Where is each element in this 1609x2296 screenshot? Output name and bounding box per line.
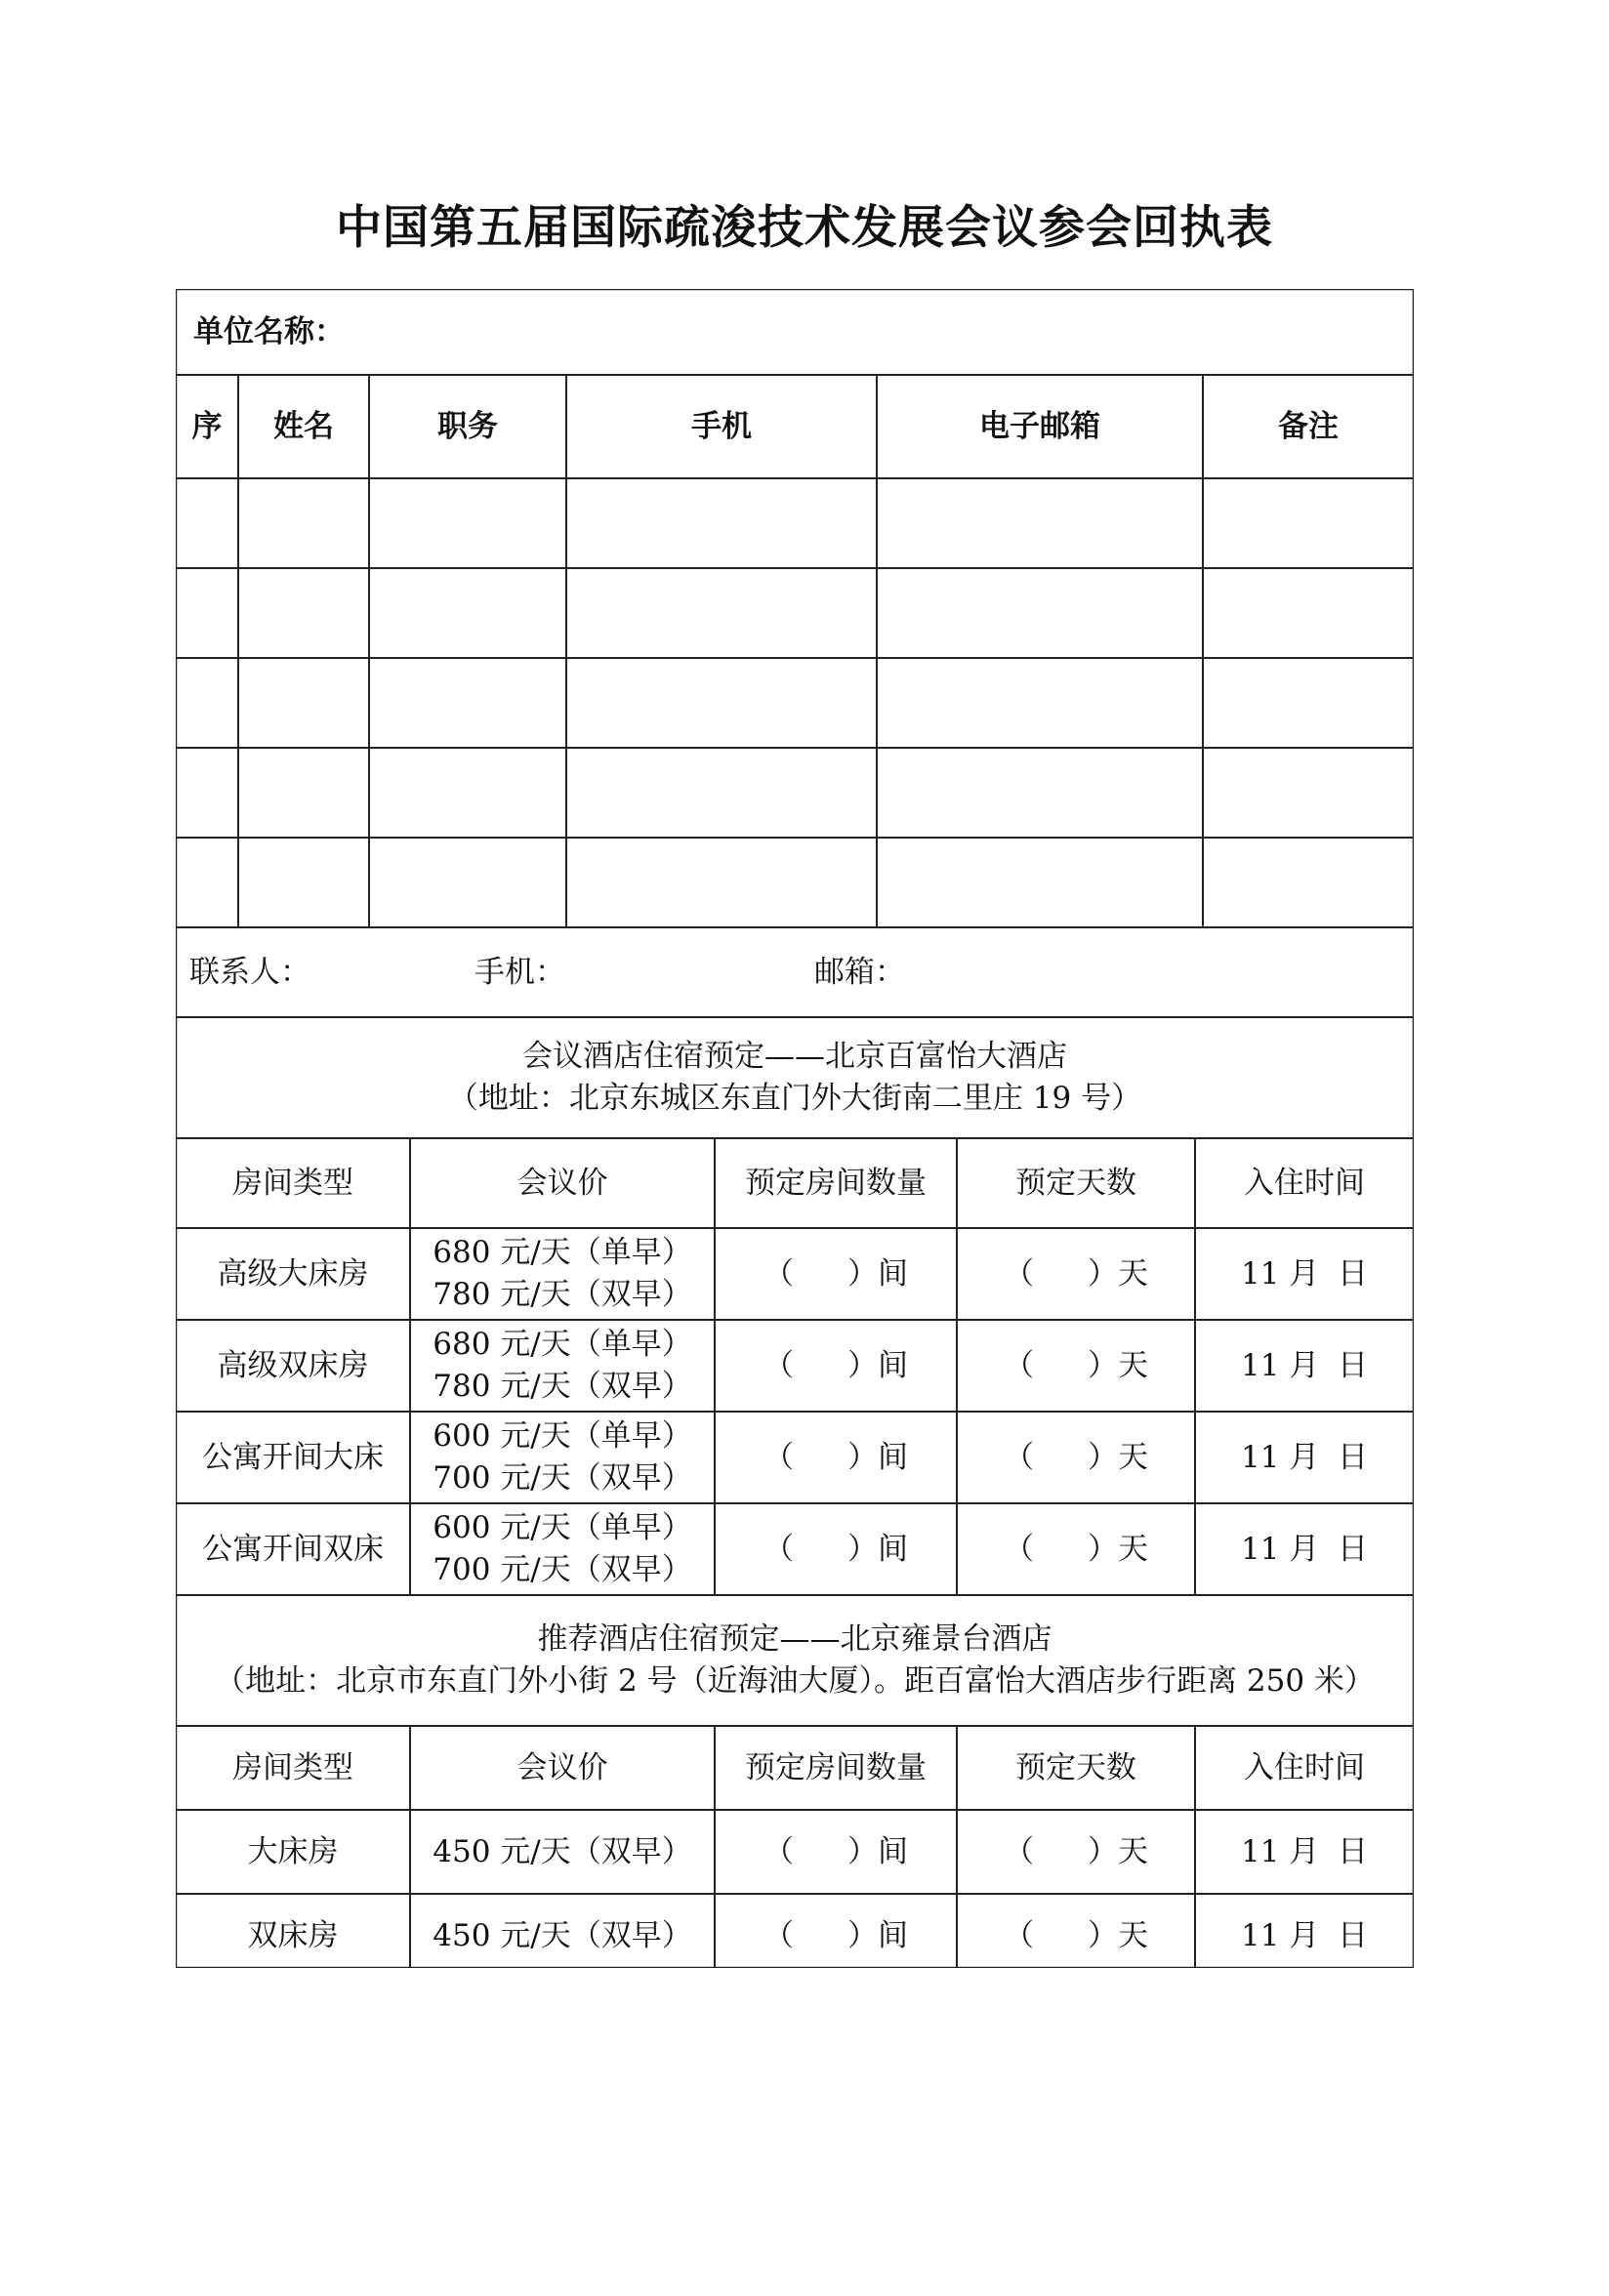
paren-open: （ (1004, 1347, 1034, 1383)
day-count-field[interactable] (1004, 1915, 1148, 1957)
checkin-date-field[interactable] (1241, 1437, 1368, 1479)
day-count-field[interactable] (1004, 1437, 1148, 1479)
day-count-field[interactable] (1004, 1529, 1148, 1571)
hotel2-header-2: 预定房间数量 (745, 1749, 927, 1785)
day-text: 日 (1338, 1255, 1368, 1292)
room-type: 高级双床房 (217, 1347, 369, 1383)
hotel1-header-1: 会议价 (516, 1165, 608, 1201)
month-text: 11 月 (1241, 1833, 1320, 1869)
price-stack (433, 1324, 691, 1408)
day-count-field[interactable] (1004, 1345, 1148, 1387)
paren-open: （ (763, 1917, 794, 1953)
day-count-field[interactable] (1004, 1831, 1148, 1873)
checkin-date-field[interactable] (1241, 1529, 1368, 1571)
hotel2-row-0-checkin (1195, 1810, 1414, 1894)
hotel2-header-1: 会议价 (516, 1749, 608, 1785)
price-stack (433, 1415, 691, 1499)
day-unit: ）天 (1088, 1833, 1148, 1869)
room-type: 双床房 (247, 1917, 339, 1953)
hotel1-header-3: 预定天数 (1015, 1165, 1136, 1201)
paren-open: （ (763, 1531, 794, 1567)
room-type: 大床房 (247, 1833, 339, 1869)
price-stack (433, 1507, 691, 1591)
room-price: 450 元/天（双早） (433, 1833, 692, 1869)
day-unit: ）天 (1088, 1917, 1148, 1953)
price-double-breakfast: 700 元/天（双早） (433, 1460, 692, 1496)
day-text: 日 (1338, 1917, 1368, 1953)
paren-open: （ (763, 1255, 794, 1292)
hotel2-title-block (176, 1595, 1414, 1726)
registration-form (176, 289, 1414, 1968)
price-stack (433, 1232, 691, 1316)
attendee-header-0: 序 (191, 408, 223, 444)
paren-open: （ (1004, 1833, 1034, 1869)
hotel1-header-4: 入住时间 (1244, 1165, 1365, 1201)
hotel1-row-2-day-count (957, 1412, 1195, 1503)
room-count-field[interactable] (763, 1915, 908, 1957)
month-text: 11 月 (1241, 1255, 1320, 1292)
hotel1-header-2: 预定房间数量 (745, 1165, 927, 1201)
hotel1-address: （地址：北京东城区东直门外大街南二里庄 19 号） (447, 1081, 1142, 1116)
day-unit: ）天 (1088, 1531, 1148, 1567)
month-text: 11 月 (1241, 1347, 1320, 1383)
hotel2-header-4: 入住时间 (1244, 1749, 1365, 1785)
attendee-header-2: 职务 (437, 408, 498, 444)
room-price (410, 1228, 715, 1320)
hotel1-row-0-day-count (957, 1228, 1195, 1320)
day-text: 日 (1338, 1833, 1368, 1869)
hotel2-row-0-day-count (957, 1810, 1195, 1894)
attendee-header-1: 姓名 (273, 408, 334, 444)
checkin-date-field[interactable] (1241, 1345, 1368, 1387)
attendee-row[interactable] (176, 568, 1414, 658)
room-count-field[interactable] (763, 1437, 908, 1479)
room-unit: ）间 (847, 1347, 908, 1383)
room-type: 公寓开间大床 (202, 1439, 384, 1475)
room-type: 公寓开间双床 (202, 1531, 384, 1567)
hotel1-row-0-room-count (715, 1228, 957, 1320)
contact-phone-label: 手机： (474, 954, 565, 990)
room-count-field[interactable] (763, 1345, 908, 1387)
hotel2-address: （地址：北京市东直门外小街 2 号（近海油大厦）。距百富怡大酒店步行距离 250 米） (215, 1663, 1375, 1699)
room-unit: ）间 (847, 1833, 908, 1869)
day-unit: ）天 (1088, 1255, 1148, 1292)
room-unit: ）间 (847, 1439, 908, 1475)
contact-person-label: 联系人： (189, 954, 310, 990)
price-single-breakfast: 680 元/天（单早） (433, 1327, 692, 1363)
room-price (410, 1503, 715, 1595)
month-text: 11 月 (1241, 1439, 1320, 1475)
hotel1-row-2-room-count (715, 1412, 957, 1503)
paren-open: （ (1004, 1917, 1034, 1953)
hotel1-row-3-day-count (957, 1503, 1195, 1595)
hotel2-header-0: 房间类型 (232, 1749, 353, 1785)
month-text: 11 月 (1241, 1917, 1320, 1953)
hotel2-row-1-day-count (957, 1894, 1195, 1978)
checkin-date-field[interactable] (1241, 1831, 1368, 1873)
paren-open: （ (763, 1439, 794, 1475)
paren-open: （ (1004, 1531, 1034, 1567)
day-text: 日 (1338, 1531, 1368, 1567)
hotel1-row-3-room-count (715, 1503, 957, 1595)
price-double-breakfast: 700 元/天（双早） (433, 1552, 692, 1587)
hotel2-row-0-room-count (715, 1810, 957, 1894)
room-count-field[interactable] (763, 1529, 908, 1571)
unit-name-row: 单位名称： (193, 313, 345, 349)
room-unit: ）间 (847, 1255, 908, 1292)
day-unit: ）天 (1088, 1347, 1148, 1383)
price-double-breakfast: 780 元/天（双早） (433, 1277, 692, 1312)
room-unit: ）间 (847, 1917, 908, 1953)
hotel2-row-1-room-count (715, 1894, 957, 1978)
paren-open: （ (763, 1833, 794, 1869)
attendee-header-5: 备注 (1278, 408, 1339, 444)
contact-email-label: 邮箱： (814, 954, 905, 990)
hotel1-row-0-checkin (1195, 1228, 1414, 1320)
attendee-row[interactable] (176, 478, 1414, 568)
checkin-date-field[interactable] (1241, 1915, 1368, 1957)
day-text: 日 (1338, 1347, 1368, 1383)
contact-row (176, 927, 1414, 1017)
day-count-field[interactable] (1004, 1253, 1148, 1295)
hotel2-title-stack (215, 1619, 1375, 1702)
room-type: 高级大床房 (217, 1255, 369, 1292)
room-count-field[interactable] (763, 1253, 908, 1295)
page-title: 中国第五届国际疏浚技术发展会议参会回执表 (336, 201, 1273, 255)
price-single-breakfast: 600 元/天（单早） (433, 1418, 692, 1455)
paren-open: （ (1004, 1439, 1034, 1475)
price-single-breakfast: 600 元/天（单早） (433, 1510, 692, 1546)
room-price (410, 1320, 715, 1412)
hotel1-header-0: 房间类型 (232, 1165, 353, 1201)
attendee-row[interactable] (176, 838, 1414, 927)
month-text: 11 月 (1241, 1531, 1320, 1567)
hotel1-title-block (176, 1017, 1414, 1138)
hotel2-header-3: 预定天数 (1015, 1749, 1136, 1785)
hotel1-title: 会议酒店住宿预定——北京百富怡大酒店 (522, 1039, 1067, 1075)
hotel1-row-3-checkin (1195, 1503, 1414, 1595)
room-price (410, 1412, 715, 1503)
room-unit: ）间 (847, 1531, 908, 1567)
price-single-breakfast: 680 元/天（单早） (433, 1235, 692, 1271)
hotel2-row-1-checkin (1195, 1894, 1414, 1978)
paren-open: （ (763, 1347, 794, 1383)
hotel1-row-2-checkin (1195, 1412, 1414, 1503)
day-text: 日 (1338, 1439, 1368, 1475)
attendee-header-4: 电子邮箱 (979, 408, 1100, 444)
room-price: 450 元/天（双早） (433, 1917, 692, 1953)
hotel1-row-1-checkin (1195, 1320, 1414, 1412)
attendee-row[interactable] (176, 748, 1414, 838)
paren-open: （ (1004, 1255, 1034, 1292)
room-count-field[interactable] (763, 1831, 908, 1873)
hotel1-row-1-room-count (715, 1320, 957, 1412)
hotel2-title: 推荐酒店住宿预定——北京雍景台酒店 (537, 1621, 1052, 1658)
attendee-header-3: 手机 (691, 408, 752, 444)
checkin-date-field[interactable] (1241, 1253, 1368, 1295)
attendee-row[interactable] (176, 658, 1414, 748)
hotel1-row-1-day-count (957, 1320, 1195, 1412)
day-unit: ）天 (1088, 1439, 1148, 1475)
price-double-breakfast: 780 元/天（双早） (433, 1369, 692, 1404)
hotel1-title-stack (448, 1036, 1141, 1120)
